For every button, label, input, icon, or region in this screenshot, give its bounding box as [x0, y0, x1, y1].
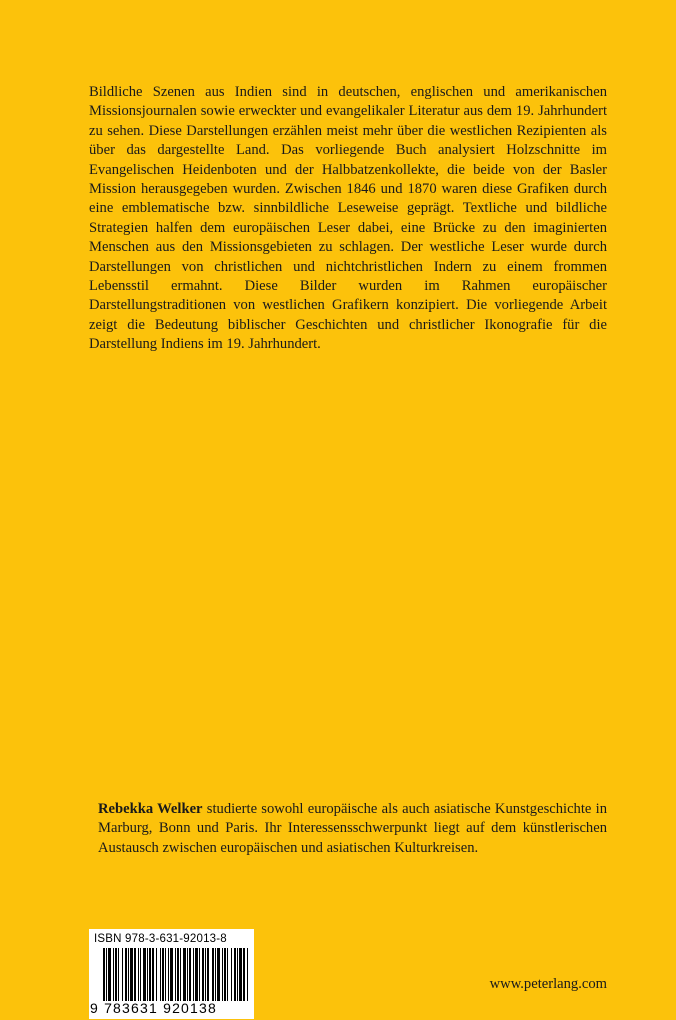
- barcode-bar: [103, 948, 105, 1001]
- barcode-bar: [168, 948, 169, 1001]
- barcode-bar: [175, 948, 176, 1001]
- barcode-bar: [113, 948, 114, 1001]
- barcode-bar: [183, 948, 186, 1001]
- barcode-bar: [147, 948, 148, 1001]
- author-bio: [98, 800, 607, 858]
- barcode-bar: [234, 948, 236, 1001]
- barcode-bar: [215, 948, 216, 1001]
- barcode-bar: [130, 948, 133, 1001]
- barcode-bar: [118, 948, 119, 1001]
- barcode-bar: [195, 948, 198, 1001]
- barcode-bar: [170, 948, 173, 1001]
- blurb-text: Bildliche Szenen aus Indien sind in deutschen, englischen und amerikanischen Missionsjournalen sowie erweckter und evangelikaler Literatur aus dem 19. Jahrhundert zu sehen. Diese Darstellungen erzählen meist mehr über die westlichen Rezipienten als über das dargestellte Land. Das vorliegende Buch analysiert Holzschnitte im Evangelischen Heidenboten und der Halbbatzenkollekte, die beide von der Basler Mission herausgegeben wurden. Zwischen 1846 und 1870 waren diese Grafiken durch eine emblematische bzw. sinnbildliche Leseweise geprägt. Textliche und bildliche Strategien halfen dem europäischen Leser dabei, eine Brücke zu den imaginierten Menschen aus den Missionsgebieten zu schlagen. Der westliche Leser wurde durch Darstellungen von christlichen und nichtchristlichen Indern zu einem frommen Lebensstil ermahnt. Diese Bilder wurden im Rahmen europäischer Darstellungstraditionen von westlichen Grafikern konzipiert. Die vorliegende Arbeit zeigt die Bedeutung biblischer Geschichten und christlicher Ikonografie für die Darstellung Indiens im 19. Jahrhundert.: [89, 84, 607, 353]
- barcode-bar: [122, 948, 123, 1001]
- barcode-bar: [162, 948, 164, 1001]
- barcode-bar: [247, 948, 248, 1001]
- barcode-bar: [156, 948, 157, 1001]
- barcode-bar: [205, 948, 206, 1001]
- barcode-bar: [143, 948, 146, 1001]
- barcode-digits: 9 783631 920138: [90, 1000, 217, 1016]
- barcode-bar: [212, 948, 214, 1001]
- barcode-bar: [187, 948, 188, 1001]
- barcode-bar: [134, 948, 136, 1001]
- barcode-bar: [160, 948, 161, 1001]
- barcode-bar: [128, 948, 129, 1001]
- publisher-url: www.peterlang.com: [489, 976, 607, 992]
- barcode-bar: [115, 948, 117, 1001]
- barcode-bar: [106, 948, 107, 1001]
- barcode-bar: [108, 948, 111, 1001]
- isbn-barcode-box: [89, 929, 254, 1019]
- barcode-bar: [224, 948, 226, 1001]
- barcode-bar: [140, 948, 141, 1001]
- author-name: Rebekka Welker: [98, 801, 203, 817]
- isbn-label: ISBN 978-3-631-92013-8: [94, 933, 227, 945]
- barcode-bar: [180, 948, 181, 1001]
- barcode-bar: [239, 948, 242, 1001]
- barcode-bar: [138, 948, 139, 1001]
- barcode-bar: [189, 948, 191, 1001]
- barcode-bar: [237, 948, 238, 1001]
- barcode-bar: [177, 948, 179, 1001]
- back-cover-blurb: [89, 83, 607, 355]
- barcode-bar: [149, 948, 151, 1001]
- barcode-bar: [202, 948, 204, 1001]
- barcode-bar: [207, 948, 209, 1001]
- barcode-bar: [217, 948, 220, 1001]
- barcode-bar: [222, 948, 223, 1001]
- barcode-bar: [199, 948, 200, 1001]
- barcode-bar: [193, 948, 194, 1001]
- barcode-icon: [103, 948, 249, 1001]
- barcode-bar: [165, 948, 166, 1001]
- barcode-bar: [152, 948, 154, 1001]
- author-bio-text: studierte sowohl europäische als auch asiatische Kunstgeschichte in Marburg, Bonn und Paris. Ihr Interessensschwerpunkt liegt auf dem künstlerischen Austausch zwischen europäischen und asiatischen Kulturkreisen.: [98, 801, 607, 856]
- barcode-bar: [125, 948, 127, 1001]
- barcode-bar: [243, 948, 245, 1001]
- barcode-bar: [231, 948, 232, 1001]
- barcode-bar: [227, 948, 228, 1001]
